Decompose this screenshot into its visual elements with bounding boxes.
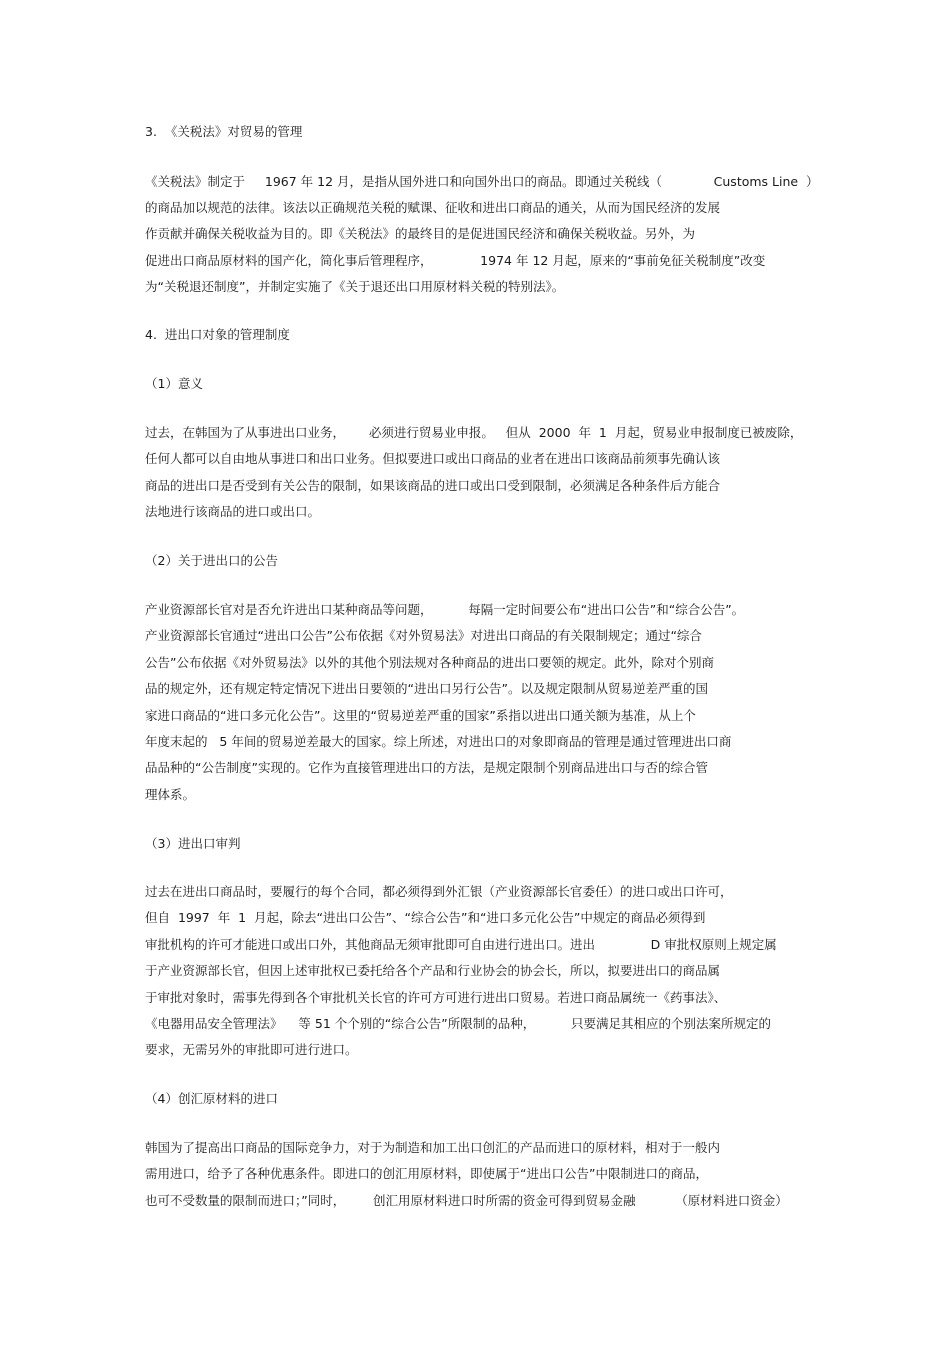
paragraph-line: 过去，在韩国为了从事进出口业务， 必须进行贸易业申报。 但从 2000 年 1 月起，贸易业申报制度已被废除，: [145, 425, 803, 440]
paragraph-line: 但自 1997 年 1 月起，除去“进出口公告”、“综合公告”和“进口多元化公告”中规定的商品必须得到: [145, 910, 706, 925]
paragraph-line: 于审批对象时，需事先得到各个审批机关长官的许可方可进行进出口贸易。若进口商品属统一《药事法》、: [145, 990, 727, 1005]
subsection-heading: （1）意义: [145, 376, 203, 391]
paragraph-line: 也可不受数量的限制而进口；”同时， 创汇用原材料进口时所需的资金可得到贸易金融 （原材料进口资金）: [145, 1193, 788, 1208]
paragraph-line: 法地进行该商品的进口或出口。: [145, 504, 321, 519]
paragraph-line: 审批机构的许可才能进口或出口外，其他商品无须审批即可自由进行进出口。进出 D 审批权原则上规定属: [145, 937, 777, 952]
paragraph-line: 公告”公布依据《对外贸易法》以外的其他个别法规对各种商品的进出口要领的规定。此外，除对个别商: [145, 655, 714, 670]
paragraph-line: 作贡献并确保关税收益为目的。即《关税法》的最终目的是促进国民经济和确保关税收益。另外，为: [145, 226, 696, 241]
paragraph-line: 家进口商品的“进口多元化公告”。这里的“贸易逆差严重的国家”系指以进出口通关额为基准，从上个: [145, 708, 696, 723]
paragraph-line: 年度末起的 5 年间的贸易逆差最大的国家。综上所述，对进出口的对象即商品的管理是通过管理进出口商: [145, 734, 732, 749]
section-heading: 3. 《关税法》对贸易的管理: [145, 124, 303, 139]
paragraph-line: 促进出口商品原材料的国产化，简化事后管理程序， 1974 年 12 月起，原来的“事前免征关税制度”改变: [145, 253, 766, 268]
paragraph-line: 任何人都可以自由地从事进口和出口业务。但拟要进口或出口商品的业者在进出口该商品前须事先确认该: [145, 451, 721, 466]
subsection-heading: （3）进出口审判: [145, 836, 241, 851]
paragraph-line: 产业资源部长官对是否允许进出口某种商品等问题， 每隔一定时间要公布“进出口公告”和“综合公告”。: [145, 602, 745, 617]
paragraph-line: 《电器用品安全管理法》 等 51 个个别的“综合公告”所限制的品种， 只要满足其相应的个别法案所规定的: [145, 1016, 771, 1031]
paragraph-line: 《关税法》制定于 1967 年 12 月，是指从国外进口和向国外出口的商品。即通过关税线（ Customs Line ）: [145, 174, 819, 189]
subsection-heading: （2）关于进出口的公告: [145, 553, 278, 568]
paragraph-line: 过去在进出口商品时，要履行的每个合同，都必须得到外汇银（产业资源部长官委任）的进口或出口许可，: [145, 884, 733, 899]
paragraph-line: 商品的进出口是否受到有关公告的限制，如果该商品的进口或出口受到限制，必须满足各种条件后方能合: [145, 478, 721, 493]
paragraph-line: 要求，无需另外的审批即可进行进口。: [145, 1042, 358, 1057]
subsection-heading: （4）创汇原材料的进口: [145, 1091, 278, 1106]
paragraph-line: 的商品加以规范的法律。该法以正确规范关税的赋课、征收和进出口商品的通关，从而为国民经济的发展: [145, 200, 721, 215]
paragraph-line: 理体系。: [145, 787, 196, 802]
paragraph-line: 于产业资源部长官，但因上述审批权已委托给各个产品和行业协会的协会长，所以，拟要进出口的商品属: [145, 963, 721, 978]
paragraph-line: 产业资源部长官通过“进出口公告”公布依据《对外贸易法》对进出口商品的有关限制规定；通过“综合: [145, 628, 702, 643]
paragraph-line: 品的规定外，还有规定特定情况下进出日要领的“进出口另行公告”。以及规定限制从贸易逆差严重的国: [145, 681, 708, 696]
paragraph-line: 品品种的“公告制度”实现的。它作为直接管理进出口的方法，是规定限制个别商品进出口与否的综合管: [145, 760, 708, 775]
section-heading: 4. 进出口对象的管理制度: [145, 327, 290, 342]
paragraph-line: 为“关税退还制度”，并制定实施了《关于退还出口用原材料关税的特别法》。: [145, 279, 565, 294]
paragraph-line: 韩国为了提高出口商品的国际竞争力，对于为制造和加工出口创汇的产品而进口的原材料，相对于一般内: [145, 1140, 721, 1155]
paragraph-line: 需用进口，给予了各种优惠条件。即进口的创汇用原材料，即使属于“进出口公告”中限制进口的商品，: [145, 1166, 708, 1181]
